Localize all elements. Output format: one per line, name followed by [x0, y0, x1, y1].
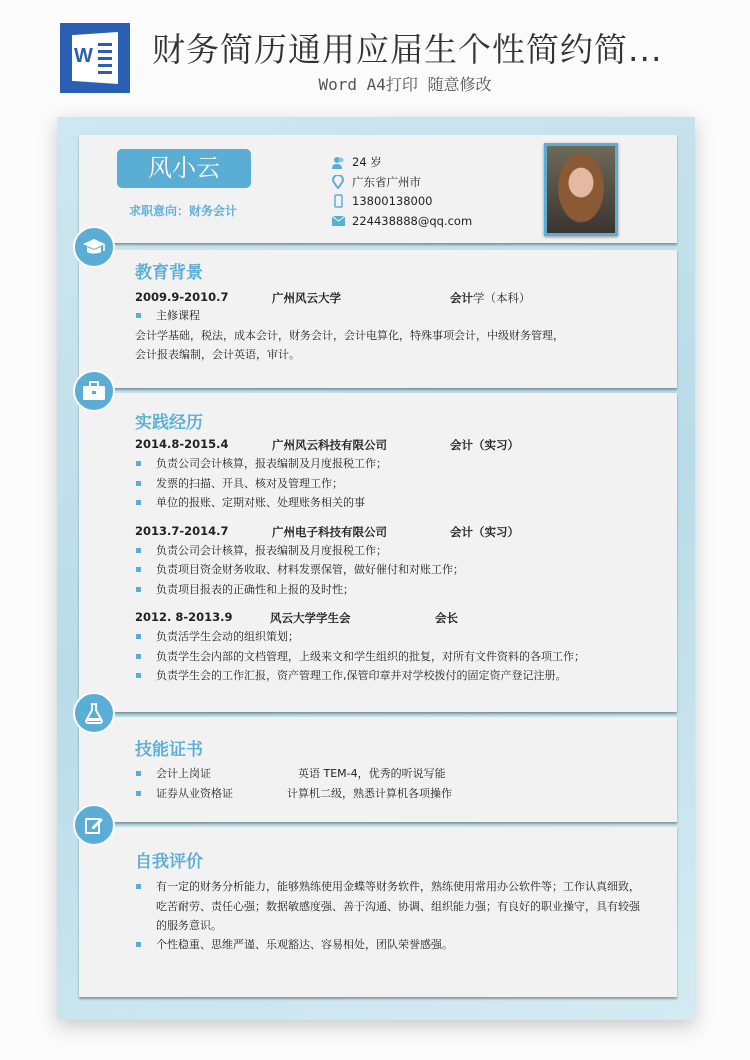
location-pin-icon	[331, 175, 345, 189]
info-phone	[331, 194, 432, 208]
exp-date: 2013.7-2014.7	[135, 523, 229, 538]
candidate-name: 风小云	[117, 149, 251, 188]
location-text: 广东省广州市	[352, 175, 421, 189]
edu-major-rest: 学（本科）	[473, 291, 531, 305]
word-logo-letter: W	[74, 45, 93, 67]
list-item-text: 负责公司会计核算，报表编制及月度报税工作；	[156, 543, 387, 557]
section-title: 教育背景	[135, 263, 203, 283]
courses-line: 会计学基础，税法，成本会计，财务会计，会计电算化，特殊事项会计，中级财务管理，	[135, 329, 564, 342]
skill-cert: 会计上岗证	[156, 767, 211, 780]
mail-icon	[331, 214, 345, 228]
exp-org: 风云大学学生会	[270, 611, 351, 625]
document-title: 财务简历通用应届生个性简约简...	[152, 30, 663, 69]
skills-section	[79, 717, 677, 822]
education-section	[79, 250, 677, 388]
list-item-text: 的服务意识。	[156, 919, 222, 932]
section-title: 实践经历	[135, 413, 203, 433]
info-location	[331, 174, 421, 190]
phone-icon	[331, 194, 345, 208]
header-card	[79, 135, 677, 243]
phone-text: 13800138000	[352, 194, 433, 208]
edu-major-bold: 会计	[450, 291, 473, 305]
flask-icon	[73, 692, 115, 734]
skill-desc: 计算机二级，熟悉计算机各项操作	[287, 787, 452, 800]
exp-org: 广州风云科技有限公司	[272, 438, 387, 452]
profile-photo	[544, 143, 618, 236]
section-title: 技能证书	[135, 740, 203, 760]
list-item-text: 负责活学生会动的组织策划；	[156, 630, 299, 643]
section-title: 自我评价	[135, 852, 203, 872]
exp-role: 会计（实习）	[450, 438, 519, 452]
exp-role: 会长	[435, 611, 458, 625]
self-evaluation-section	[79, 827, 677, 997]
list-item-text: 负责项目报表的正确性和上报的及时性；	[156, 582, 354, 596]
info-email	[331, 214, 472, 228]
courses-line: 会计报表编制，会计英语，审计。	[135, 348, 300, 361]
list-item-text: 单位的报账、定期对账、处理账务相关的事	[156, 496, 365, 509]
info-age	[331, 154, 382, 170]
list-item-text: 负责公司会计核算，报表编制及月度报税工作；	[156, 457, 387, 470]
list-item-text: 负责项目资金财务收取、材料发票保管，做好催付和对账工作；	[156, 563, 464, 576]
experience-section	[79, 393, 677, 712]
skill-desc: 英语 TEM-4，优秀的听说写能	[298, 767, 446, 780]
job-intent: 求职意向：财务会计	[129, 204, 238, 218]
list-item-text: 个性稳重、思维严谨、乐观豁达、容易相处，团队荣誉感强。	[156, 938, 453, 951]
graduation-cap-icon	[73, 226, 115, 268]
list-item-text: 负责学生会内部的文档管理，上级来文和学生组织的批复，对所有文件资料的各项工作；	[156, 649, 585, 663]
edit-icon	[73, 804, 115, 846]
list-item-text: 吃苦耐劳、责任心强；数据敏感度强、善于沟通、协调、组织能力强；有良好的职业操守，具有较强	[156, 900, 640, 913]
exp-date: 2012. 8-2013.9	[135, 610, 233, 624]
list-item-text: 发票的扫描、开具、核对及管理工作；	[156, 476, 343, 490]
list-item-text: 有一定的财务分析能力，能够熟练使用金蝶等财务软件，熟练使用常用办公软件等；工作认真细致，	[156, 880, 640, 893]
exp-role: 会计（实习）	[450, 524, 519, 539]
list-item-text: 主修课程	[156, 309, 200, 322]
exp-org: 广州电子科技有限公司	[272, 524, 387, 539]
briefcase-icon	[73, 370, 115, 412]
document-subtitle: Word A4打印 随意修改	[318, 75, 492, 94]
list-item-text: 负责学生会的工作汇报，资产管理工作,保管印章并对学校拨付的固定资产登记注册。	[156, 669, 567, 682]
edu-date: 2009.9-2010.7	[135, 290, 229, 304]
edu-school: 广州风云大学	[272, 291, 341, 305]
skill-cert: 证券从业资格证	[156, 787, 233, 800]
age-text: 24 岁	[352, 155, 382, 169]
edu-major	[450, 290, 531, 306]
user-icon	[331, 155, 345, 169]
exp-date: 2014.8-2015.4	[135, 437, 229, 451]
email-text: 224438888@qq.com	[352, 214, 473, 228]
